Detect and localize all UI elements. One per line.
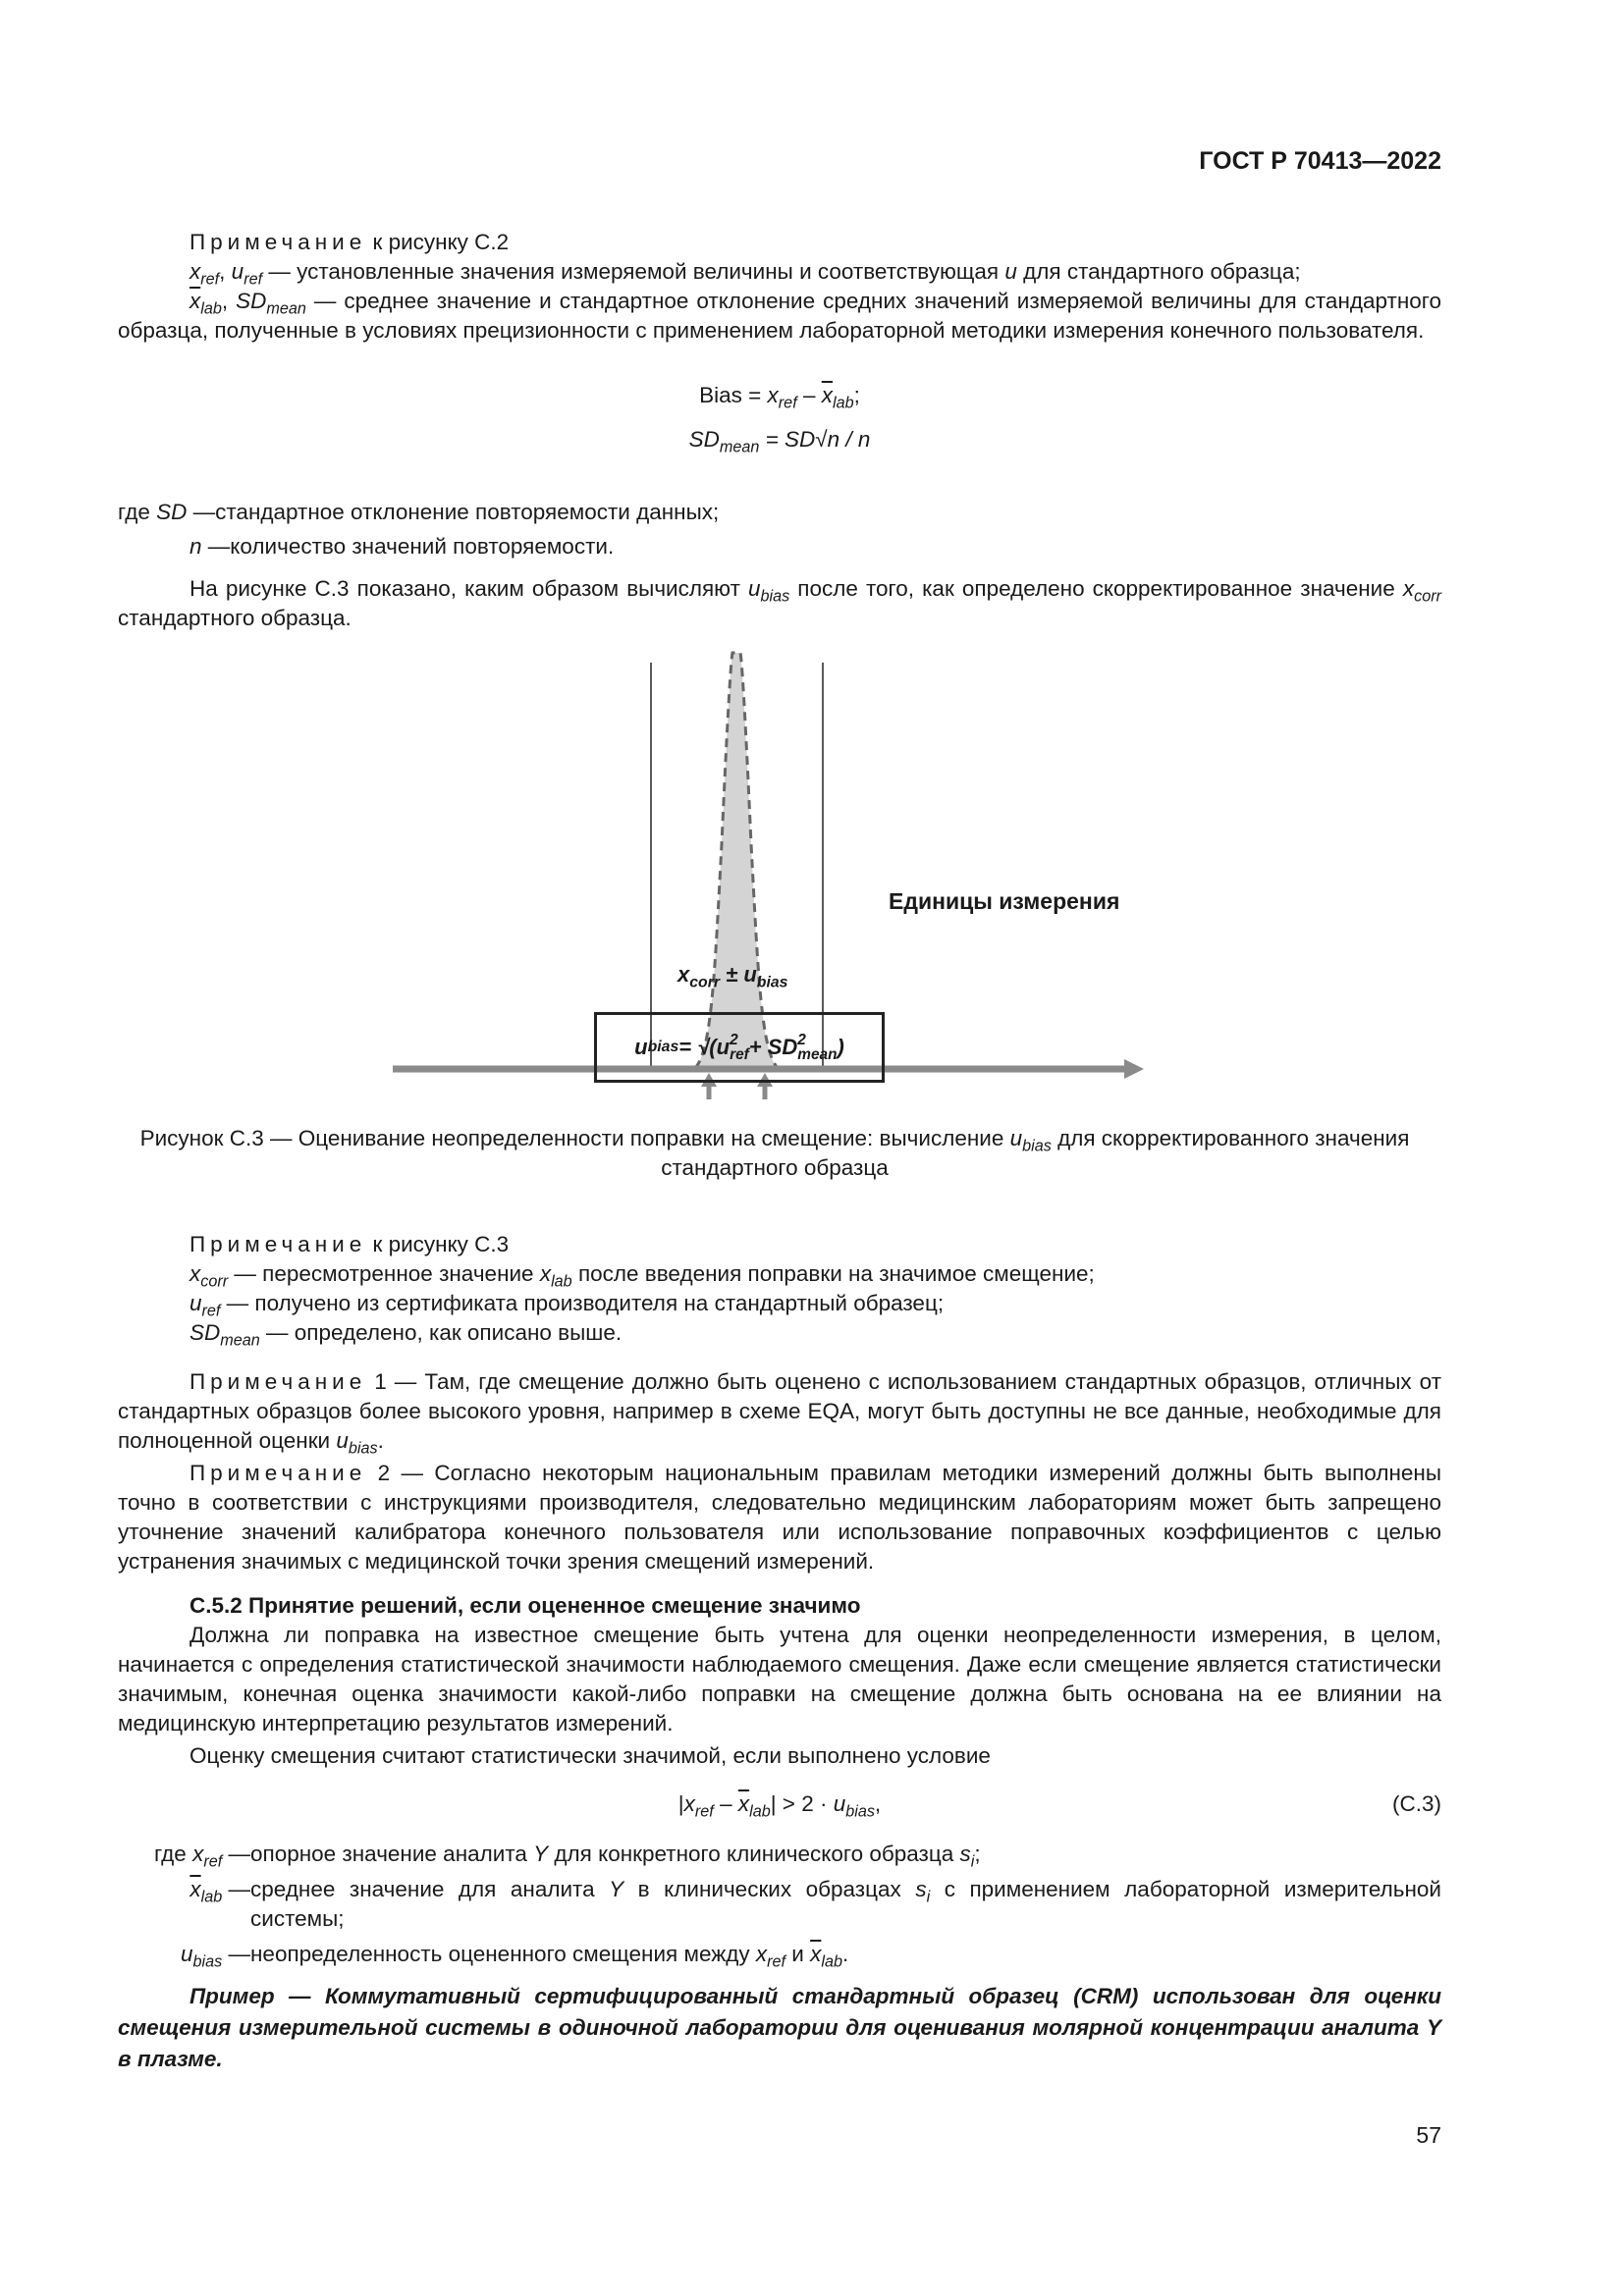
text-run: lab: [551, 1272, 572, 1291]
text-run: u: [189, 1291, 202, 1315]
where-item: [118, 1875, 1441, 1934]
text-run: — получено из сертификата производителя на стандартный образец;: [220, 1291, 945, 1315]
text-run: ref: [200, 270, 220, 289]
where-list-1: [118, 498, 1441, 561]
text-run: ± u: [720, 962, 757, 987]
text-run: $\overline{x}$: [189, 289, 201, 313]
text-run: ref: [778, 394, 797, 412]
where-item: n — количество значений повторяемости.: [189, 534, 615, 559]
text-run: u: [336, 1428, 349, 1453]
text-run: ref: [201, 1302, 221, 1320]
page-number: 57: [1416, 2122, 1441, 2148]
text-run: = SD√n / n: [759, 427, 871, 452]
text-run: .: [377, 1428, 384, 1453]
text-run: 2 ref: [730, 1031, 749, 1063]
note-line: [118, 1289, 1441, 1318]
text-run: ,: [874, 1791, 882, 1816]
text-run: x: [189, 1261, 201, 1286]
text-run: SD: [189, 1320, 221, 1345]
note-label: Примечание: [189, 1232, 367, 1256]
text-run: i: [970, 1852, 975, 1871]
example: Пример — Коммутативный сертифицированный стандартный образец (CRM) использован для оценки смещения измерительной системы в одиночной лаборатории для оценивания молярной концентрации аналита Y в плазме.: [118, 1984, 1441, 2071]
text-run: s: [915, 1877, 927, 1901]
section-paragraph: Оценку смещения считают статистически значимой, если выполнено условие: [189, 1743, 991, 1768]
text-run: mean: [266, 299, 306, 318]
text-run: x: [767, 383, 779, 407]
text-run: lab: [200, 299, 222, 318]
text-run: ref: [767, 1952, 786, 1971]
text-run: — пересмотренное значение: [228, 1261, 540, 1286]
where-list-2: [118, 1840, 1441, 1969]
text-run: где: [153, 1842, 193, 1866]
text-run: в клинических образцах: [623, 1877, 916, 1901]
text-run: bias: [192, 1952, 223, 1971]
note-title: к рисунку С.3: [366, 1232, 510, 1256]
text-run: SD: [236, 289, 267, 313]
text-run: 2 — Согласно некоторым национальным правилам методики измерений должны быть выполнены точно в соответствии с инструкциями производителя, следовательно медицинским лабораториям может быть запрещено уточнение значений калибратора конечного пользователя или использование поправочных коэффициентов с целью устранения значимых с медицинской точки зрения смещений измерений.: [118, 1461, 1441, 1574]
text-run: bias: [760, 587, 790, 606]
text-run: bias: [845, 1802, 875, 1821]
text-run: —: [222, 1877, 250, 1901]
text-run: —: [187, 500, 216, 524]
document-header: ГОСТ Р 70413—2022: [1199, 147, 1441, 175]
where-item: [118, 1840, 1441, 1869]
text-run: $\overline{x}$: [189, 1877, 201, 1901]
text-run: — среднее значение и стандартное отклонение средних значений измеряемой величины для стандартного образца, полученные в условиях прецизионности с применением лабораторной методики измерения конечного пользователя.: [118, 289, 1442, 343]
note-figure-c2: [118, 228, 1441, 346]
text-run: s: [959, 1842, 971, 1866]
text-run: $\overline{x}$: [821, 383, 833, 407]
text-run: после того, как определено скорректированное значение: [789, 576, 1403, 601]
text-run: $\overline{x}$: [810, 1942, 822, 1966]
text-run: x: [539, 1261, 552, 1286]
text-run: |: [677, 1791, 684, 1816]
section-c52: [118, 1591, 1441, 1771]
axis-arrowhead: [1124, 1059, 1144, 1079]
text-run: corr: [689, 974, 721, 991]
note-line: [118, 1259, 1441, 1289]
text-run: u: [231, 259, 244, 284]
text-run: x: [677, 962, 690, 987]
text-run: SD: [688, 427, 720, 452]
text-run: bias: [348, 1439, 378, 1458]
text-run: u: [181, 1942, 193, 1966]
section-paragraph: Должна ли поправка на известное смещение быть учтена для оценки неопределенности измерения, в целом, начинается с определения статистической значимости наблюдаемого смещения. Даже если смещение является статистически значимым, конечная оценка значимости какой-либо поправки на смещение должна быть основана на ее влиянии на медицинскую интерпретацию результатов измерений.: [118, 1623, 1441, 1735]
text-run: u: [1009, 1126, 1023, 1150]
equation-c3: [118, 1789, 1441, 1819]
text-run: опорное значение аналита: [250, 1842, 534, 1866]
text-run: и: [785, 1942, 811, 1966]
text-run: mean: [719, 438, 760, 456]
text-run: 2 mean: [797, 1031, 838, 1063]
where-item: где SD — стандартное отклонение повторяемости данных;: [118, 500, 720, 524]
text-run: u: [634, 1035, 648, 1059]
text-run: Bias =: [699, 383, 768, 407]
text-run: ref: [244, 270, 263, 289]
text-run: для стандартного образца;: [1016, 259, 1301, 284]
text-run: x: [189, 259, 201, 284]
text-run: ref: [203, 1852, 223, 1871]
text-run: bias: [756, 974, 788, 991]
text-run: среднее значение для аналита: [250, 1877, 610, 1901]
text-run: u: [1004, 259, 1017, 284]
text-run: corr: [1414, 587, 1441, 606]
note-2: Примечание 2 — Согласно некоторым национальным правилам методики измерений должны быть выполнены точно в соответствии с инструкциями производителя, следовательно медицинским лабораториям может быть запрещено уточнение значений калибратора конечного пользователя или использование поправочных коэффициентов с целью устранения значимых с медицинской точки зрения смещений измерений.: [118, 1461, 1441, 1574]
text-run: lab: [821, 1952, 842, 1971]
text-run: SD: [156, 500, 188, 524]
text-run: ;: [974, 1842, 981, 1866]
text-run: ): [837, 1035, 844, 1059]
text-run: –: [713, 1791, 738, 1816]
formula-box: u bias = √(u 2 ref + SD 2 mean ): [594, 1012, 885, 1083]
text-run: mean: [220, 1331, 260, 1350]
text-run: после введения поправки на значимое смещение;: [571, 1261, 1095, 1286]
text-run: x: [755, 1942, 768, 1966]
text-run: ;: [853, 383, 860, 407]
note-figure-c3: [118, 1230, 1441, 1348]
text-run: неопределенность оцененного смещения между: [250, 1942, 756, 1966]
text-run: x: [1402, 576, 1415, 601]
text-run: ref: [694, 1802, 714, 1821]
equation-sdmean: [118, 425, 1441, 454]
text-run: —: [222, 1842, 250, 1866]
note-1: Примечание 1 — Там, где смещение должно быть оценено с использованием стандартных образцов, отличных от стандартных образцов более высокого уровня, например в схеме EQA, могут быть доступны не все данные, необходимые для полноценной оценки $u_{bias}$.: [118, 1369, 1441, 1458]
text-run: lab: [749, 1802, 771, 1821]
note-title: к рисунку С.2: [366, 230, 510, 254]
arrow-label: [677, 962, 788, 991]
distribution-curve: [695, 653, 778, 1068]
text-run: .: [841, 1942, 849, 1966]
text-run: Рисунок С.3 — Оценивание неопределенности поправки на смещение: вычисление: [139, 1126, 1010, 1150]
text-run: corr: [200, 1272, 229, 1291]
text-run: | > 2 ·: [770, 1791, 834, 1816]
text-run: u: [747, 576, 761, 601]
text-run: На рисунке С.3 показано, каким образом вычисляют: [189, 576, 748, 601]
note-line: [118, 257, 1441, 287]
text-run: 1 — Там, где смещение должно быть оценено с использованием стандартных образцов, отличных от стандартных образцов более высокого уровня, например в схеме EQA, могут быть доступны не все данные, необходимые для полноценной оценки: [118, 1369, 1441, 1453]
where-item: [118, 1940, 1441, 1969]
text-run: –: [796, 383, 822, 407]
equation-bias: [118, 381, 1441, 410]
text-run: x: [192, 1842, 204, 1866]
text-run: x: [683, 1791, 695, 1816]
paragraph-fig3-intro: [118, 574, 1441, 633]
text-run: ,: [219, 259, 232, 284]
note-label: Примечание: [189, 230, 367, 254]
text-run: —: [222, 1942, 250, 1966]
text-run: n: [189, 534, 202, 559]
text-run: — определено, как описано выше.: [259, 1320, 623, 1345]
text-run: Y: [533, 1842, 549, 1866]
text-run: где: [118, 500, 157, 524]
text-run: стандартного образца.: [118, 606, 352, 630]
text-run: i: [926, 1888, 931, 1906]
text-run: для конкретного клинического образца: [548, 1842, 960, 1866]
text-run: Y: [609, 1877, 624, 1901]
note-line: [118, 1318, 1441, 1348]
text-run: $\overline{x}$: [737, 1791, 750, 1816]
section-title: С.5.2 Принятие решений, если оцененное смещение значимо: [189, 1593, 861, 1618]
text-run: = √(u: [678, 1035, 731, 1059]
equation-c3-row: [118, 1789, 1441, 1819]
text-run: lab: [200, 1888, 223, 1906]
text-run: + SD: [748, 1035, 798, 1059]
text-run: bias: [1022, 1137, 1052, 1155]
note-line: [118, 287, 1441, 346]
text-run: с применением лабораторной измерительной системы;: [250, 1877, 1441, 1931]
equation-number: (С.3): [1392, 1791, 1441, 1816]
figure-caption: [113, 1124, 1436, 1183]
text-run: —: [201, 534, 231, 559]
text-run: lab: [832, 394, 854, 412]
text-run: — установленные значения измеряемой величины и соответствующая: [262, 259, 1005, 284]
text-run: ,: [221, 289, 237, 313]
text-run: u: [833, 1791, 846, 1816]
text-run: для скорректированного значения стандартного образца: [661, 1126, 1410, 1180]
axis-label: Единицы измерения: [889, 888, 1120, 914]
